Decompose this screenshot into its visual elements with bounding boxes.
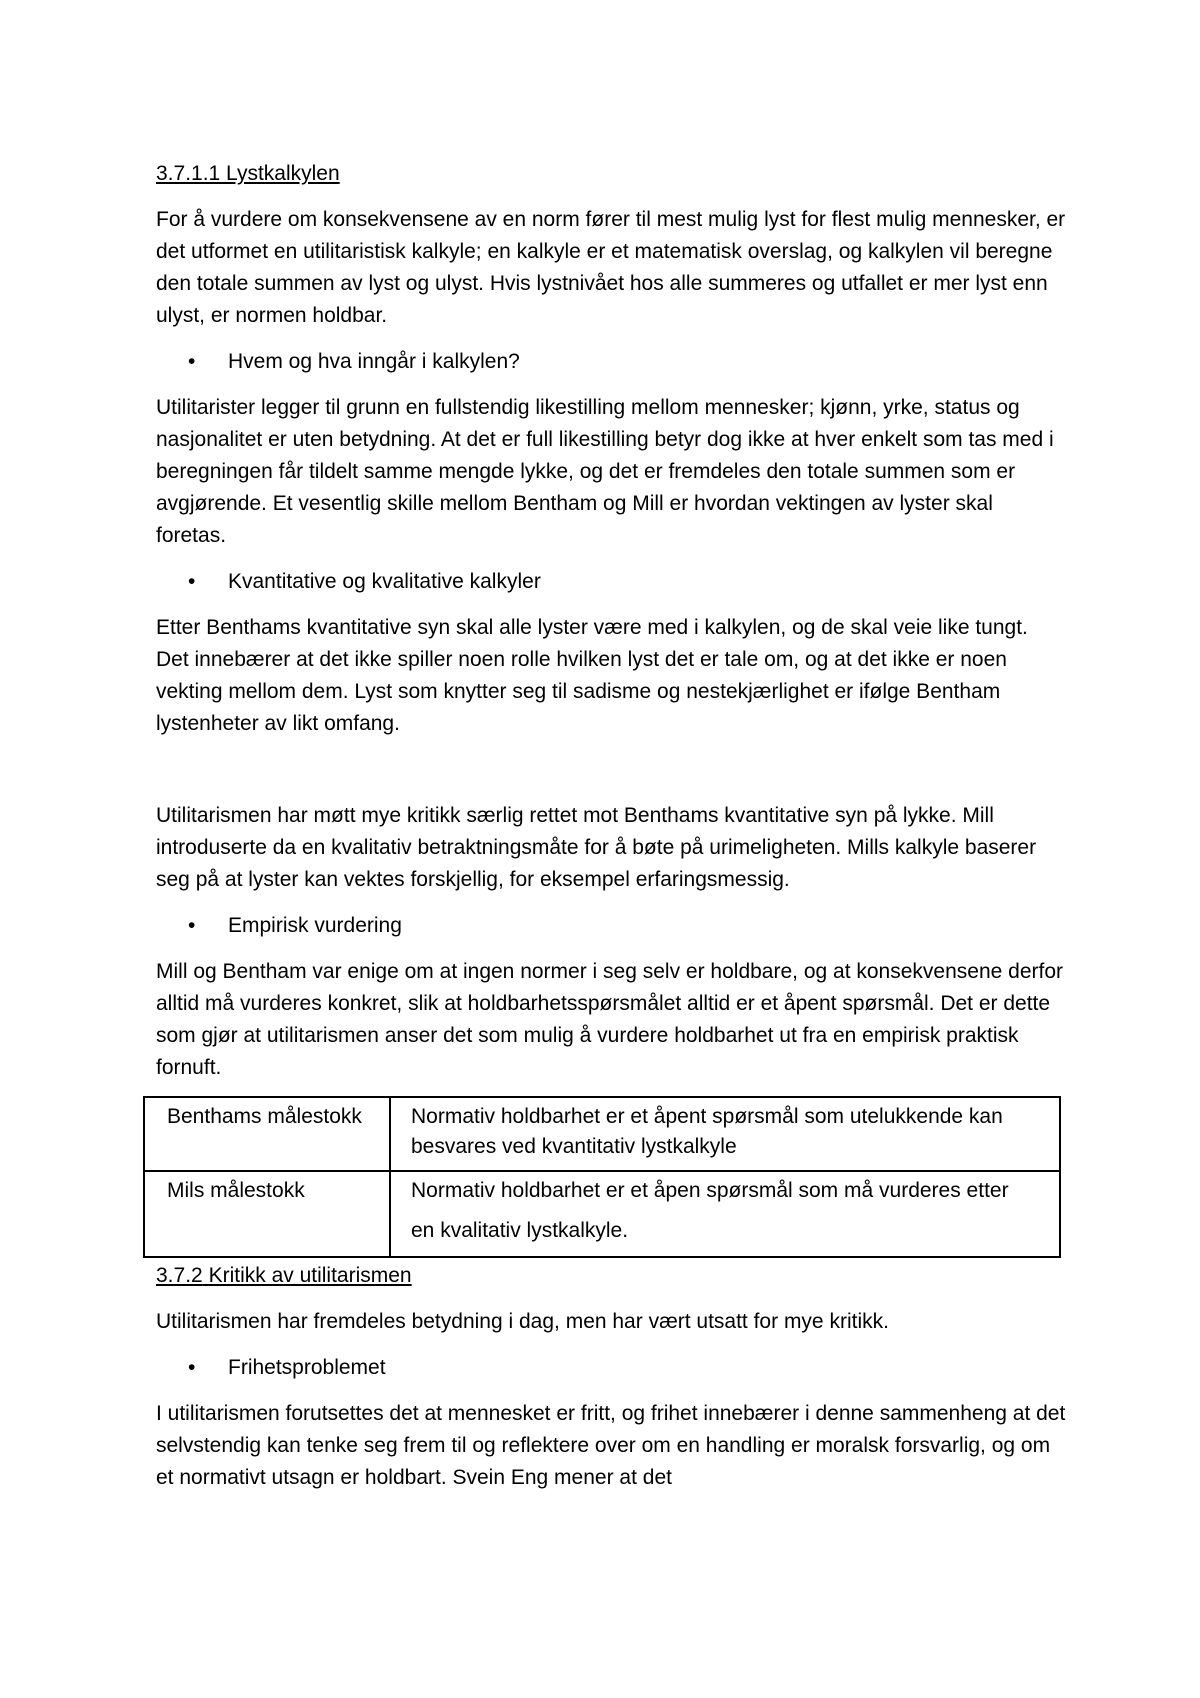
bullet-text: Kvantitative og kvalitative kalkyler	[228, 570, 541, 593]
table-cell-line: Normativ holdbarhet er et åpen spørsmål som må vurderes etter	[411, 1179, 1009, 1202]
paragraph-kritikk-bentham: Utilitarismen har møtt mye kritikk særlig rettet mot Benthams kvantitative syn på lykke. Mill introduserte da en kvalitativ betraktningsmåte for å bøte på urimeligheten. Mills kalkyle baserer seg på at lyster kan vektes forskjellig, for eksempel erfaringsmessig.	[156, 804, 1037, 891]
paragraph-intro: For å vurdere om konsekvensene av en norm fører til mest mulig lyst for flest mulig mennesker, er det utformet en utilitaristisk kalkyle; en kalkyle er et matematisk overslag, og kalkylen vil beregne den totale summen av lyst og ulyst. Hvis lystnivået hos alle summeres og utfallet er mer lyst enn ulyst, er normen holdbar.	[156, 208, 1066, 327]
paragraph-kritikk-intro: Utilitarismen har fremdeles betydning i dag, men har vært utsatt for mye kritikk.	[156, 1310, 889, 1333]
section-heading-kritikk	[156, 1260, 1066, 1292]
section-heading-lystkalkylen: 3.7.1.1 Lystkalkylen	[156, 162, 340, 185]
table-row	[144, 1171, 1060, 1257]
paragraph-empirisk: Mill og Bentham var enige om at ingen normer i seg selv er holdbare, og at konsekvensene derfor alltid må vurderes konkret, slik at holdbarhetsspørsmålet alltid er et åpent spørsmål. Det er dette som gjør at utilitarismen anser det som mulig å vurdere holdbarhet ut fra en empirisk praktisk fornuft.	[156, 960, 1063, 1079]
table-cell-label: Benthams målestokk	[144, 1097, 390, 1171]
paragraph-frihet: I utilitarismen forutsettes det at mennesket er fritt, og frihet innebærer i denne sammenheng at det selvstendig kan tenke seg frem til og reflektere over om en handling er moralsk forsvarlig, og om et normativt utsagn er holdbart. Svein Eng mener at det	[156, 1402, 1066, 1489]
bullet-text: Frihetsproblemet	[228, 1356, 386, 1379]
table-cell-label: Mils målestokk	[144, 1171, 390, 1257]
paragraph-bentham-syn: Etter Benthams kvantitative syn skal alle lyster være med i kalkylen, og de skal veie like tungt. Det innebærer at det ikke spiller noen rolle hvilken lyst det er tale om, og at det ikke er noen vekting mellom dem. Lyst som knytter seg til sadisme og nestekjærlighet er ifølge Bentham lystenheter av likt omfang.	[156, 616, 1028, 735]
bullet-icon: •	[188, 1356, 196, 1379]
bullet-item-kvantitative	[156, 566, 1066, 598]
measure-comparison-table	[143, 1096, 1061, 1258]
bullet-icon: •	[188, 350, 196, 373]
bullet-item-hvem-og-hva	[156, 346, 1066, 378]
bullet-item-empirisk	[156, 910, 1066, 942]
table-cell-line: en kvalitativ lystkalkyle.	[411, 1219, 629, 1242]
table-cell-text: Normativ holdbarhet er et åpent spørsmål som utelukkende kan besvares ved kvantitativ lystkalkyle	[390, 1097, 1060, 1171]
document-page	[156, 158, 1066, 1508]
table-cell-text	[390, 1171, 1060, 1257]
bullet-icon: •	[188, 914, 196, 937]
heading-number: 3.7.2	[156, 1264, 203, 1287]
blank-line	[156, 754, 1066, 800]
bullet-item-frihetsproblemet	[156, 1352, 1066, 1384]
bullet-icon: •	[188, 570, 196, 593]
table-row	[144, 1097, 1060, 1171]
paragraph-likestilling: Utilitarister legger til grunn en fullstendig likestilling mellom mennesker; kjønn, yrke, status og nasjonalitet er uten betydning. At det er full likestilling betyr dog ikke at hver enkelt som tas med i beregningen får tildelt samme mengde lykke, og det er fremdeles den totale summen som er avgjørende. Et vesentlig skille mellom Bentham og Mill er hvordan vektingen av lyster skal foretas.	[156, 396, 1054, 547]
bullet-text: Empirisk vurdering	[228, 914, 402, 937]
heading-text: Kritikk av utilitarismen	[208, 1264, 412, 1287]
bullet-text: Hvem og hva inngår i kalkylen?	[228, 350, 520, 373]
